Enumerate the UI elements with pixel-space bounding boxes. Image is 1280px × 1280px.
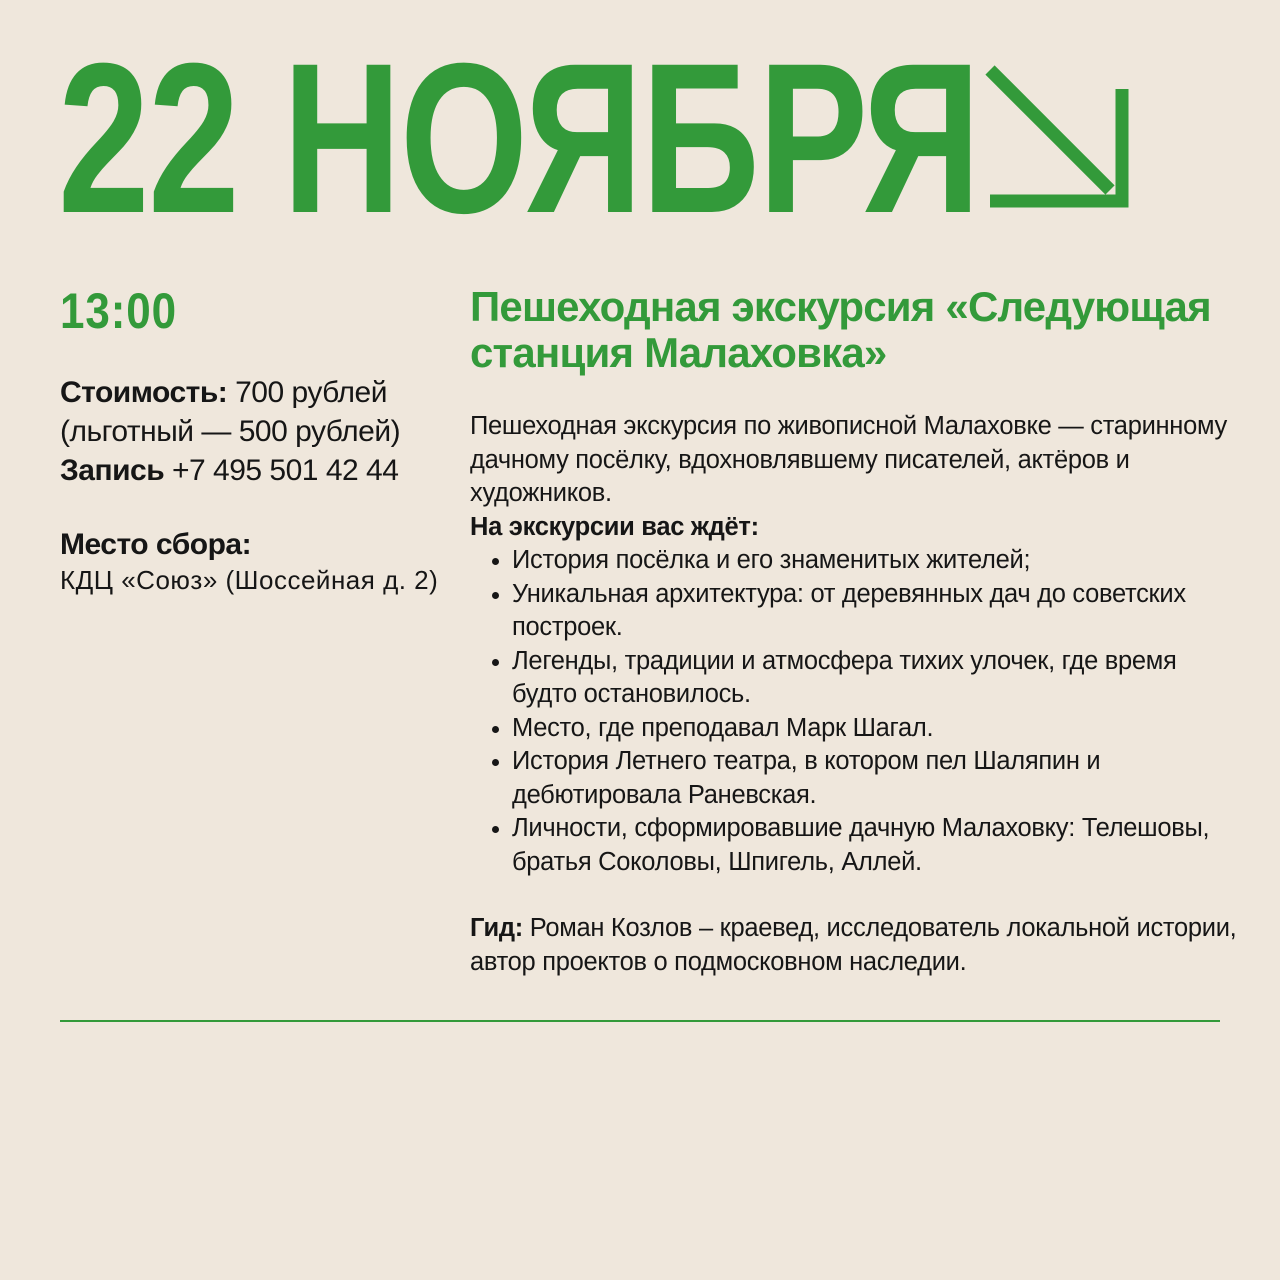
guide-label: Гид: [470, 914, 523, 942]
list-heading: На экскурсии вас ждёт: [470, 512, 759, 541]
list-item: • Личности, сформировавшие дачную Малаховку: Телешовы, братья Соколовы, Шпигель, Аллей. [512, 812, 1240, 879]
bottom-divider [60, 1020, 1220, 1022]
list-item: • История посёлка и его знаменитых жителей; [512, 544, 1240, 578]
arrow-down-right-icon [980, 62, 1130, 208]
list-item: • Уникальная архитектура: от деревянных дач до советских построек. [512, 578, 1240, 645]
list-item: • Место, где преподавал Марк Шагал. [512, 712, 1240, 746]
highlights-list [470, 544, 1240, 879]
signup-label: Запись [60, 454, 165, 487]
guide-info [470, 912, 1240, 979]
meeting-place-label: Место сбора: [60, 528, 252, 561]
event-title: Пешеходная экскурсия «Следующая станция Малаховка» [470, 283, 1211, 376]
event-date-headline: 22 НОЯБРЯ [58, 19, 980, 258]
event-time: 13:00 [60, 283, 177, 339]
list-item: • Легенды, традиции и атмосфера тихих улочек, где время будто остановилось. [512, 645, 1240, 712]
signup-phone: +7 495 501 42 44 [164, 454, 399, 487]
price-value: 700 рублей [227, 376, 387, 409]
event-info-column [60, 283, 440, 597]
event-description-column [470, 284, 1240, 979]
price-discount: (льготный — 500 рублей) [60, 415, 401, 448]
event-description: Пешеходная экскурсия по живописной Малаховке — старинному дачному посёлку, вдохновлявшему писателей, актёров и художников. [470, 412, 1227, 507]
price-and-signup [60, 373, 440, 490]
price-label: Стоимость: [60, 376, 228, 409]
list-item: • История Летнего театра, в котором пел Шаляпин и дебютировала Раневская. [512, 745, 1240, 812]
guide-text: Роман Козлов – краевед, исследователь локальной истории, автор проектов о подмосковном наследии. [470, 914, 1237, 976]
meeting-place-value: КДЦ «Союз» (Шоссейная д. 2) [60, 565, 439, 595]
